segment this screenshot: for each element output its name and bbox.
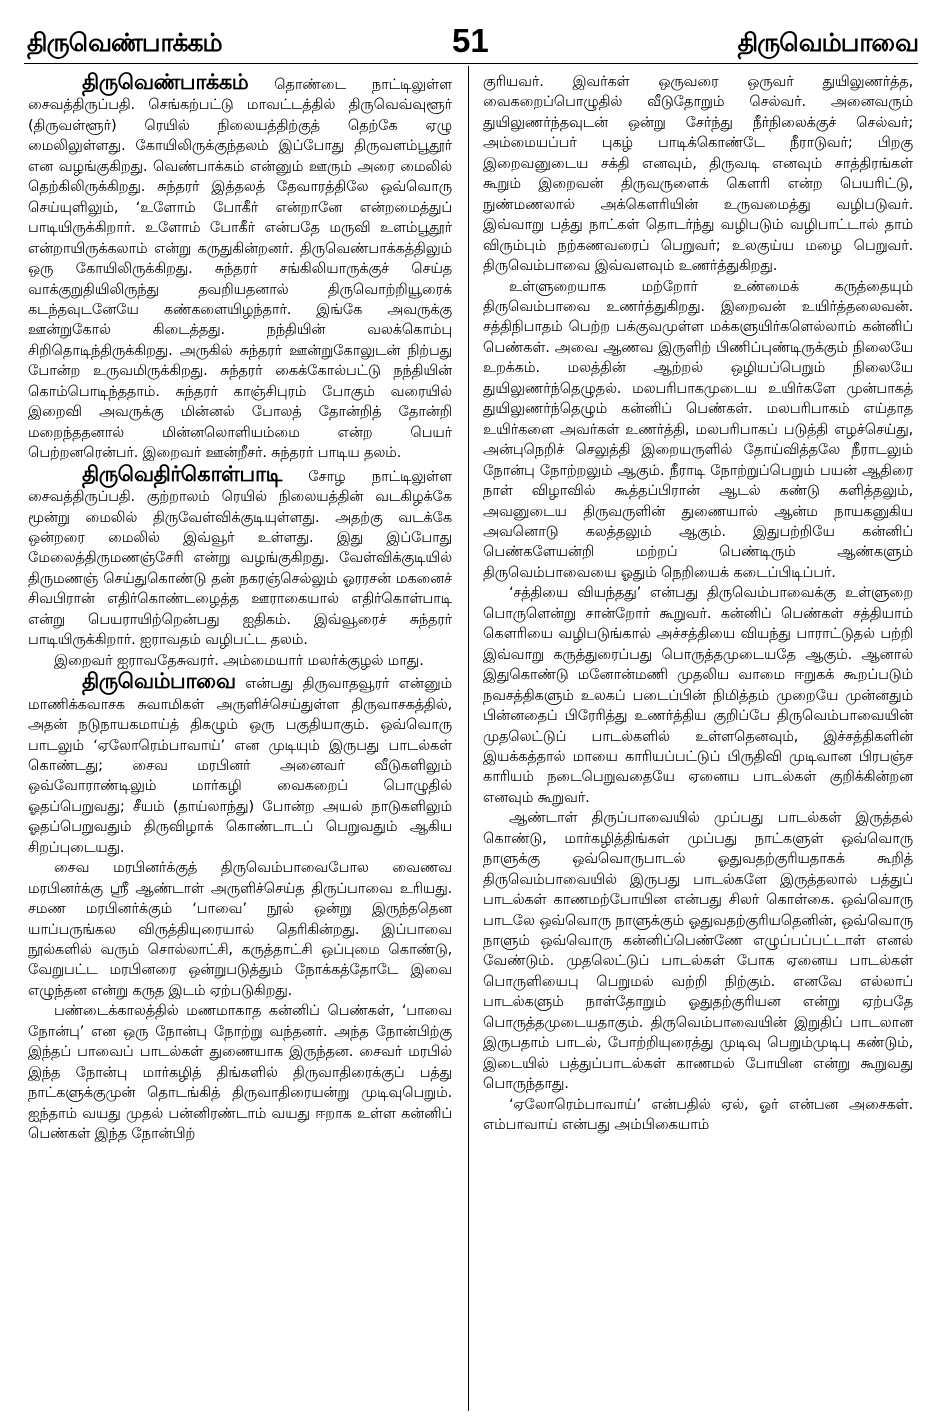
left-column [28, 72, 452, 1412]
entry-thiruvempavai [28, 671, 452, 858]
entry-headword: திருவெண்பாக்கம் [82, 72, 249, 94]
entry-thiruvethirkolpadi [28, 461, 452, 651]
right-column [483, 72, 913, 1412]
entry-text: சோழ நாட்டிலுள்ள சைவத்திருப்பதி. குற்றாலம் ரெயில் நிலையத்தின் வடகிழக்கே மூன்று மைலில் திருவேள்விக்குடியுள்ளது. அதற்கு வடக்கே ஒன்றரை மைலில் இவ்வூர் உள்ளது. இது இப்போது மேலைத்திருமணஞ்சேரி என்று வழங்குகிறது. வேள்விக்குடியில் திருமணஞ் செய்துகொண்டு தன் நகரஞ்செல்லும் ஓரரசன் மகனைச் சிவபிரான் எதிர்கொண்டழைத்த ஊராகையால் எதிர்கொள்பாடி என்று பெயராயிற்றென்பது ஐதிகம். இவ்வூரைச் சுந்தரர் பாடியிருக்கிறார். ஐராவதம் வழிபட்ட தலம். [28, 467, 452, 649]
running-head-right: திருவெம்பாவை [737, 28, 918, 57]
entry-text: தொண்டை நாட்டிலுள்ள சைவத்திருப்பதி. செங்கற்பட்டு மாவட்டத்தில் திருவெவ்வுளூர் (திருவள்ளூர்) ரெயில் நிலையத்திற்குத் தெற்கே ஏழு மைலிலுள்ளது. கோயிலிருக்குந்தலம் இப்போது திருவளம்பூதூர் என வழங்குகிறது. வெண்பாக்கம் என்னும் ஊரும் அரை மைலில் தெற்கிலிருக்கிறது. சுந்தரர் இத்தலத் தேவாரத்திலே ஒவ்வொரு செய்யுளிலும், ‘உளோம் போகீர் என்றானே என்றமைத்துப் பாடியிருக்கிறார். உளோம் போகீர் என்பதே மருவி உளம்பூதூர் என்றாயிருக்கலாம் என்று கருதுகின்றனர். திருவெண்பாக்கத்திலும் ஒரு கோயிலிருக்கிறது. சுந்தரர் சங்கிலியாருக்குச் செய்த வாக்குறுதியிலிருந்து தவறியதனால் திருவொற்றியூரைக் கடந்தவுடனேயே கண்களையிழந்தார். இங்கே அவருக்கு ஊன்றுகோல் கிடைத்தது. நந்தியின் வலக்கொம்பு சிறிதொடிந்திருக்கிறது. அருகில் சுந்தரர் ஊன்றுகோலுடன் நிற்பது போன்ற உருவமிருக்கிறது. சுந்தரர் கைக்கோல்பட்டு நந்தியின் கொம்பொடிந்ததாம். சுந்தரர் காஞ்சிபுரம் போகும் வரையில் இறைவி அவருக்கு மின்னல் போலத் தோன்றித் தோன்றி மறைந்ததனால் மின்னலொளியம்மை என்ற பெயர் பெற்றனரென்பர். இறைவர் ஊன்றீசர். சுந்தரர் பாடிய தலம். [28, 76, 452, 462]
entry-paragraph: சைவ மரபினர்க்குத் திருவெம்பாவைபோல வைணவ மரபினர்க்கு ஸ்ரீ ஆண்டாள் அருளிச்செய்த திருப்பாவை உரியது. சமண மரபினர்க்கும் ‘பாவை’ நூல் ஒன்று இருந்ததென யாப்பருங்கல விருத்தியுரையால் தெரிகின்றது. இப்பாவை நூல்களில் வரும் சொல்லாட்சி, கருத்தாட்சி ஒப்புமை கொண்டு, வேறுபட்ட மரபினரை ஒன்றுபடுத்தும் நோக்கத்தோடே இவை எழுந்தன என்று கருத இடம் ஏற்படுகிறது. [28, 859, 452, 999]
entry-thiruvenpakkam [28, 72, 452, 464]
header-rule [24, 63, 918, 64]
entry-paragraph: இறைவர் ஐராவதேசுவரர். அம்மையார் மலர்க்குழல் மாது. [54, 651, 424, 669]
entry-text: என்பது திருவாதவூரர் என்னும் மாணிக்கவாசக சுவாமிகள் அருளிச்செய்துள்ள திருவாசகத்தில், அதன் நடுநாயகமாய்த் திகழும் ஒரு பகுதியாகும். ஒவ்வொரு பாடலும் ‘ஏலோரெம்பாவாய்’ என முடியும் இருபது பாடல்கள் கொண்டது; சைவ மரபினர் அனைவர் வீடுகளிலும் ஒவ்வோராண்டிலும் மார்கழி வைகறைப் பொழுதில் ஓதப்பெறுவது; சீயம் (தாய்லாந்து) போன்ற அயல் நாடுகளிலும் ஓதப்பெறுவதும் திருவிழாக் கொண்டாடப் பெறுவதும் ஆகிய சிறப்புடையது. [28, 675, 452, 856]
entry-paragraph: பண்டைக்காலத்தில் மணமாகாத கன்னிப் பெண்கள், ‘பாவை நோன்பு’ என ஒரு நோன்பு நோற்று வந்தனர். அந்த நோன்பிற்கு இந்தப் பாவைப் பாடல்கள் துணையாக இருந்தன. சைவர் மரபில் இந்த நோன்பு மார்கழித் திங்களில் திருவாதிரைக்குப் பத்து நாட்களுக்குமுன் தொடங்கித் திருவாதிரையன்று முடிவுபெறும். ஐந்தாம் வயது முதல் பன்னிரண்டாம் வயது ஈறாக உள்ள கன்னிப் பெண்கள் இந்த நோன்பிற் [28, 1002, 452, 1143]
running-head-left: திருவெண்பாக்கம் [27, 28, 222, 57]
entry-paragraph: ஆண்டாள் திருப்பாவையில் முப்பது பாடல்கள் இருத்தல் கொண்டு, மார்கழித்திங்கள் முப்பது நாட்களுள் ஒவ்வொரு நாளுக்கு ஒவ்வொருபாடல் ஓதுவதற்குரியதாகக் கூறித் திருவெம்பாவையில் இருபது பாடல்களே இருத்தலால் பத்துப் பாடல்கள் காணமற்போயின என்பது சிலர் கொள்கை. ஒவ்வொரு பாடலே ஒவ்வொரு நாளுக்கும் ஓதுவதற்குரியதெனின், ஒவ்வொரு நாளும் ஒவ்வொரு கன்னிப்பெண்ணே எழுப்பப்பட்டாள் எனல் வேண்டும். முதலெட்டுப் பாடல்கள் போக ஏனைய பாடல்கள் பொருளியைபு பெறுமல் வற்றி நிற்கும். எனவே எல்லாப் பாடல்களும் நாள்தோறும் ஓதுதற்குரியன என்று ஏற்பதே பொருத்தமுடையதாகும். திருவெம்பாவையின் இறுதிப் பாடலான இருபதாம் பாடல், போற்றியுரைத்து முடிவு பெறும்முடிபு கண்டும், இடையில் பத்துப்பாடல்கள் காணமல் போயின என்று கூறுவது பொருந்தாது. [483, 809, 913, 1093]
entry-paragraph: ‘சத்தியை வியந்தது’ என்பது திருவெம்பாவைக்கு உள்ளுறை பொருளென்று சான்றோர் கூறுவர். கன்னிப் பெண்கள் சத்தியாம் கௌரியை வழிபடுங்கால் அச்சத்தியை வியந்து பாராட்டுதல் பற்றி இவ்வாறு கருத்துரைப்பது பொருத்தமுடையதே ஆகும். ஆனால் இதுகொண்டு மனோன்மணி முதலிய வாமை ஈறுகக் கூறப்படும் நவசத்திகளும் உலகப் படைப்பின் நிமித்தம் முறையே முன்னதும் பின்னதைப் பிரேரித்து உணர்த்திய குறிப்பே திருவெம்பாவையின் முதலெட்டுப் பாடல்களில் உள்ளதெனவும், இச்சத்திகளின் இயக்கத்தால் மாயை காரியப்பட்டுப் பிருதிவி முடிவான பிரபஞ்ச காரியம் நடைபெறுவதையே ஏனைய பாடல்கள் குறிக்கின்றன எனவும் கூறுவர். [483, 584, 913, 806]
entry-headword: திருவெதிர்கொள்பாடி [82, 461, 282, 486]
entry-paragraph: உள்ளுறையாக மற்றோர் உண்மைக் கருத்தையும் திருவெம்பாவை உணர்த்துகிறது. இறைவன் உயிர்த்தலைவன். சத்திநிபாதம் பெற்ற பக்குவமுள்ள மக்களுயிர்களெல்லாம் கன்னிப் பெண்கள். அவை ஆணவ இருளிற் பிணிப்புண்டிருக்கும் நிலையே உறக்கம். மலத்தின் ஆற்றல் ஒழியப்பெறும் நிலையே துயிலுணர்ந்தெழுதல். மலபரிபாகமுடைய உயிர்களே முன்பாகத் துயிலுணர்ந்தெழும் கன்னிப் பெண்கள். மலபரிபாகம் எய்தாத உயிர்களை அவர்கள் உணர்த்தி, மலபரிபாகப் படுத்தி எழச்செய்து, அன்புநெறிச் செலுத்தி இறையருளில் தோய்வித்தலே நீராடலும் நோன்பு நோற்றலும் ஆகும். நீராடி நோற்றுப்பெறும் பயன் ஆதிரை நாள் விழாவில் கூத்தப்பிரான் ஆடல் கண்டு களித்தலும், அவனுடைய திருவருளின் துணையால் ஆன்ம நாயகனுகிய அவனொடு கலத்தலும் ஆகும். இதுபற்றியே கன்னிப் பெண்களேயன்றி மற்றப் பெண்டிரும் ஆண்களும் திருவெம்பாவையை ஓதும் நெறியைக் கடைப்பிடிப்பர். [483, 277, 913, 581]
column-divider [468, 66, 469, 1411]
entry-headword: திருவெம்பாவை [82, 669, 236, 694]
page-number: 51 [452, 22, 489, 59]
entry-paragraph: குரியவர். இவர்கள் ஒருவரை ஒருவர் துயிலுணர்த்த, வைகறைப்பொழுதில் வீடுதோறும் செல்வர். அனைவரும் துயிலுணர்ந்தவுடன் ஒன்று சேர்ந்து நீர்நிலைக்குச் செல்வர்; அம்மையப்பர் புகழ் பாடிக்கொண்டே நீராடுவர்; பிறகு இறைவனுடைய சக்தி எனவும், திருவடி எனவும் சாத்திரங்கள் கூறும் இறைவன் திருவருளைக் கௌரி என்ற பெயரிட்டு, நுண்மணலால் அக்கௌரியின் உருவமைத்து வழிபடுவர். இவ்வாறு பத்து நாட்கள் தொடர்ந்து வழிபடும் வழிபாட்டால் தாம் விரும்பும் நற்கணவரைப் பெறுவர்; உலகுய்ய மழை பெறுவர். திருவெம்பாவை இவ்வளவும் உணர்த்துகிறது. [483, 73, 913, 275]
entry-paragraph: ‘ஏலோரெம்பாவாய்’ என்பதில் ஏல், ஓர் என்பன அசைகள். எம்பாவாய் என்பது அம்பிகையாம் [483, 1095, 913, 1134]
